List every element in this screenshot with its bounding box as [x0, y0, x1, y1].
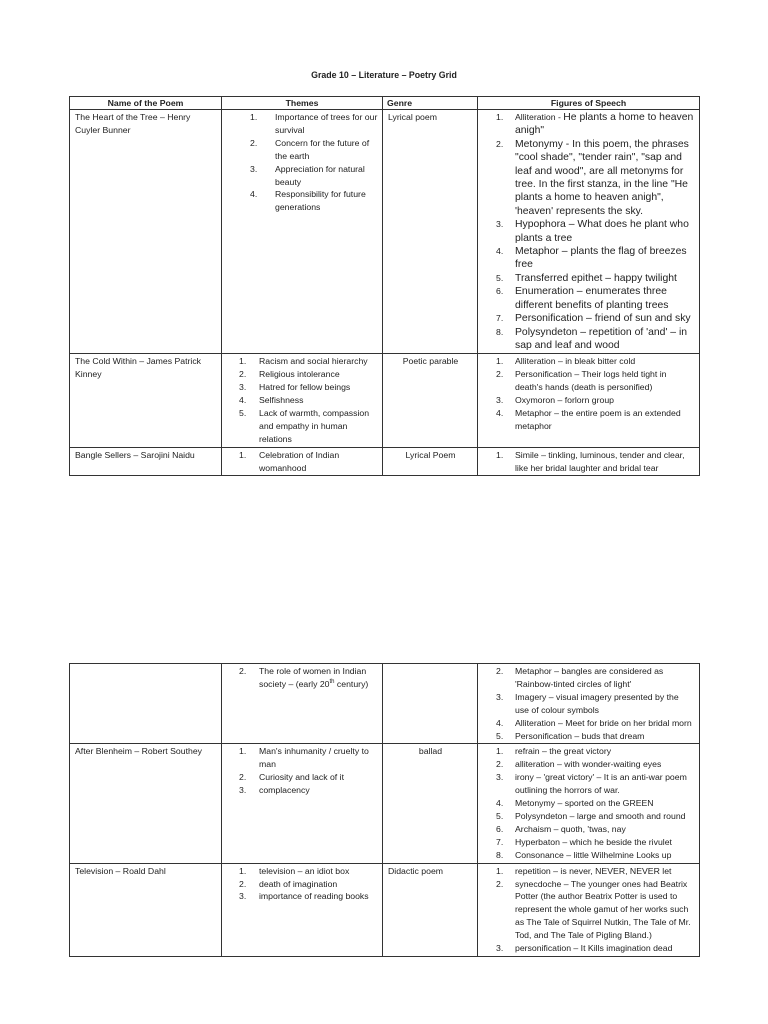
figures-cell	[478, 664, 700, 744]
figures-cell	[478, 110, 700, 354]
header-figures: Figures of Speech	[478, 97, 700, 110]
table-row	[70, 110, 700, 354]
poem-name: Television – Roald Dahl	[70, 863, 222, 956]
theme-item: 3. complacency	[239, 785, 310, 796]
figure-item: 6. Enumeration – enumerates three different benefits of planting trees	[496, 286, 669, 311]
themes-cell	[222, 863, 383, 956]
theme-item: 1. Racism and social hierarchy	[239, 356, 368, 367]
themes-cell	[222, 744, 383, 863]
figures-cell	[478, 447, 700, 476]
figure-item: 4. Metaphor – plants the flag of breezes free	[496, 246, 687, 271]
theme-item: 2. The role of women in Indian society – (early 20th century)	[239, 666, 369, 689]
page-title: Grade 10 – Literature – Poetry Grid	[311, 70, 457, 80]
figure-item: 8. Consonance – little Wilhelmine Looks up	[496, 849, 672, 860]
poetry-grid-table	[69, 96, 700, 476]
poetry-grid-table-continued	[69, 663, 700, 957]
genre-cell: Lyrical poem	[383, 110, 478, 354]
figure-item: 5. Personification – buds that dream	[496, 730, 645, 741]
figure-item: 8. Polysyndeton – repetition of 'and' – in sap and leaf and wood	[496, 326, 688, 351]
header-themes: Themes	[222, 97, 383, 110]
figure-item: 2. alliteration – with wonder-waiting eyes	[496, 759, 662, 770]
figure-item: 7. Personification – friend of sun and sky	[496, 313, 691, 325]
themes-cell	[222, 664, 383, 744]
poem-name: The Heart of the Tree – Henry Cuyler Bunner	[70, 110, 222, 354]
theme-item: 2. Concern for the future of the earth	[250, 137, 370, 161]
theme-item: 2. Curiosity and lack of it	[239, 772, 344, 783]
genre-cell: Didactic poem	[383, 863, 478, 956]
theme-item: 3. Hatred for fellow beings	[239, 382, 351, 393]
figure-item: 3. personification – It Kills imagination dead	[496, 943, 673, 954]
figures-cell	[478, 744, 700, 863]
figure-item: 4. Alliteration – Meet for bride on her bridal morn	[496, 717, 692, 728]
themes-cell	[222, 447, 383, 476]
figure-item: 1. repetition – is never, NEVER, NEVER let	[496, 865, 672, 876]
header-row	[70, 97, 700, 110]
poem-name: Bangle Sellers – Sarojini Naidu	[70, 447, 222, 476]
theme-item: 4. Selfishness	[239, 395, 304, 406]
figure-item: 2. Personification – Their logs held tight in death's hands (death is personified)	[496, 369, 667, 393]
figure-item: 4. Metonymy – sported on the GREEN	[496, 798, 654, 809]
figure-item: 1. Alliteration – in bleak bitter cold	[496, 356, 636, 367]
genre-cell: ballad	[383, 744, 478, 863]
poem-name: After Blenheim – Robert Southey	[70, 744, 222, 863]
genre-cell: Lyrical Poem	[383, 447, 478, 476]
theme-item: 2. death of imagination	[239, 878, 338, 889]
figure-item: 4. Metaphor – the entire poem is an extended metaphor	[496, 407, 681, 431]
table-row	[70, 744, 700, 863]
figure-item: 1. Alliteration - He plants a home to heaven anigh"	[496, 112, 694, 137]
figure-item: 5. Transferred epithet – happy twilight	[496, 272, 677, 284]
figures-cell	[478, 863, 700, 956]
poem-name	[70, 664, 222, 744]
figure-item: 1. Simile – tinkling, luminous, tender and clear, like her bridal laughter and bridal tear	[496, 449, 685, 473]
figure-item: 3. Hypophora – What does he plant who plants a tree	[496, 219, 689, 244]
figure-item: 2. synecdoche – The younger ones had Beatrix Potter (the author Beatrix Potter is used to represent the whole gamut of her works such as The Tale of Squirrel Nutkin, The Tale of Mr. Tod, and The Tale of Pigling Bland.)	[496, 878, 691, 941]
figures-cell	[478, 354, 700, 447]
header-genre: Genre	[383, 97, 478, 110]
table-row	[70, 447, 700, 476]
theme-item: 5. Lack of warmth, compassion and empathy in human relations	[239, 407, 370, 444]
figure-item: 3. irony – 'great victory' – It is an anti-war poem outlining the horrors of war.	[496, 772, 687, 796]
genre-cell	[383, 664, 478, 744]
table-row	[70, 354, 700, 447]
figure-item: 7. Hyperbaton – which he beside the rivulet	[496, 836, 672, 847]
figure-item: 2. Metaphor – bangles are considered as 'Rainbow-tinted circles of light'	[496, 666, 664, 689]
theme-item: 3. importance of reading books	[239, 891, 369, 902]
genre-cell: Poetic parable	[383, 354, 478, 447]
header-poem: Name of the Poem	[70, 97, 222, 110]
table-row	[70, 863, 700, 956]
poem-name: The Cold Within – James Patrick Kinney	[70, 354, 222, 447]
theme-item: 1. Importance of trees for our survival	[250, 112, 378, 135]
table-row	[70, 664, 700, 744]
theme-item: 1. Man's inhumanity / cruelty to man	[239, 746, 369, 770]
figure-item: 1. refrain – the great victory	[496, 746, 612, 757]
theme-item: 1. Celebration of Indian womanhood	[239, 449, 340, 473]
theme-item: 4. Responsibility for future generations	[250, 189, 366, 213]
figure-item: 3. Imagery – visual imagery presented by the use of colour symbols	[496, 691, 679, 715]
figure-item: 5. Polysyndeton – large and smooth and round	[496, 810, 686, 821]
themes-cell	[222, 354, 383, 447]
themes-cell	[222, 110, 383, 354]
theme-item: 1. television – an idiot box	[239, 865, 350, 876]
theme-item: 3. Appreciation for natural beauty	[250, 163, 365, 187]
figure-item: 6. Archaism – quoth, 'twas, nay	[496, 823, 626, 834]
theme-item: 2. Religious intolerance	[239, 369, 340, 380]
figure-item: 2. Metonymy - In this poem, the phrases "cool shade", "tender rain", "sap and leaf and wood", are all metonyms for tree. In the first stanza, in the line "He plants a home to heaven anigh", 'heaven' represents the sky.	[496, 138, 689, 217]
figure-item: 3. Oxymoron – forlorn group	[496, 395, 614, 406]
